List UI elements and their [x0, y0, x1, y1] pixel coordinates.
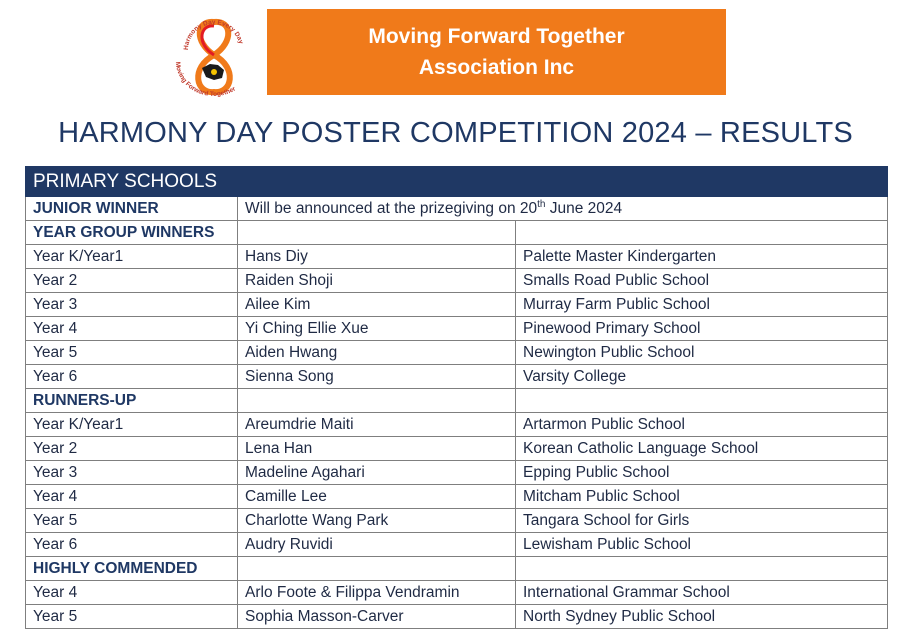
school-cell: Tangara School for Girls — [516, 509, 888, 533]
group-heading-empty-1 — [238, 557, 516, 581]
association-logo — [166, 10, 262, 102]
junior-note-text-after: June 2024 — [545, 199, 623, 217]
group-heading: RUNNERS-UP — [26, 389, 238, 413]
school-cell: Pinewood Primary School — [516, 317, 888, 341]
year-cell: Year 4 — [26, 317, 238, 341]
table-row — [26, 413, 888, 437]
group-heading: YEAR GROUP WINNERS — [26, 221, 238, 245]
section-header-row — [26, 167, 888, 197]
school-cell: Lewisham Public School — [516, 533, 888, 557]
group-heading-row — [26, 221, 888, 245]
group-heading-empty-1 — [238, 221, 516, 245]
table-row — [26, 317, 888, 341]
school-cell: North Sydney Public School — [516, 605, 888, 629]
year-cell: Year 4 — [26, 581, 238, 605]
group-heading-row — [26, 389, 888, 413]
year-cell: Year 3 — [26, 293, 238, 317]
student-name-cell: Ailee Kim — [238, 293, 516, 317]
student-name-cell: Arlo Foote & Filippa Vendramin — [238, 581, 516, 605]
logo-arc-text-top: Harmony Day Every Day — [182, 18, 245, 51]
section-title: PRIMARY SCHOOLS — [26, 167, 888, 197]
group-heading-row — [26, 557, 888, 581]
group-heading-empty-2 — [516, 221, 888, 245]
school-cell: Varsity College — [516, 365, 888, 389]
table-row — [26, 533, 888, 557]
banner-line-1: Moving Forward Together — [368, 25, 625, 48]
junior-note-text: Will be announced at the prizegiving on 20 — [245, 199, 538, 217]
junior-winner-label: JUNIOR WINNER — [26, 197, 238, 221]
school-cell: Newington Public School — [516, 341, 888, 365]
student-name-cell: Raiden Shoji — [238, 269, 516, 293]
year-cell: Year 4 — [26, 485, 238, 509]
school-cell: International Grammar School — [516, 581, 888, 605]
table-row — [26, 485, 888, 509]
year-cell: Year 6 — [26, 365, 238, 389]
svg-text:Harmony Day Every Day — [183, 19, 244, 50]
results-table — [25, 166, 888, 629]
student-name-cell: Hans Diy — [238, 245, 516, 269]
year-cell: Year 5 — [26, 605, 238, 629]
student-name-cell: Sophia Masson-Carver — [238, 605, 516, 629]
school-cell: Mitcham Public School — [516, 485, 888, 509]
group-heading-empty-1 — [238, 389, 516, 413]
group-heading: HIGHLY COMMENDED — [26, 557, 238, 581]
student-name-cell: Aiden Hwang — [238, 341, 516, 365]
table-row — [26, 437, 888, 461]
banner-line-2: Association Inc — [418, 56, 575, 79]
student-name-cell: Madeline Agahari — [238, 461, 516, 485]
student-name-cell: Areumdrie Maiti — [238, 413, 516, 437]
student-name-cell: Audry Ruvidi — [238, 533, 516, 557]
table-row — [26, 341, 888, 365]
table-row — [26, 581, 888, 605]
year-cell: Year K/Year1 — [26, 245, 238, 269]
school-cell: Palette Master Kindergarten — [516, 245, 888, 269]
school-cell: Korean Catholic Language School — [516, 437, 888, 461]
junior-note-sup: th — [537, 198, 546, 210]
year-cell: Year 3 — [26, 461, 238, 485]
table-row — [26, 365, 888, 389]
school-cell: Artarmon Public School — [516, 413, 888, 437]
table-row — [26, 605, 888, 629]
junior-winner-row — [26, 197, 888, 221]
school-cell: Epping Public School — [516, 461, 888, 485]
student-name-cell: Sienna Song — [238, 365, 516, 389]
junior-winner-note — [238, 197, 888, 221]
year-cell: Year 2 — [26, 269, 238, 293]
table-row — [26, 461, 888, 485]
student-name-cell: Camille Lee — [238, 485, 516, 509]
group-heading-empty-2 — [516, 389, 888, 413]
year-cell: Year 2 — [26, 437, 238, 461]
table-row — [26, 245, 888, 269]
year-cell: Year 6 — [26, 533, 238, 557]
year-cell: Year 5 — [26, 341, 238, 365]
school-cell: Smalls Road Public School — [516, 269, 888, 293]
year-cell: Year K/Year1 — [26, 413, 238, 437]
table-row — [26, 293, 888, 317]
student-name-cell: Yi Ching Ellie Xue — [238, 317, 516, 341]
student-name-cell: Charlotte Wang Park — [238, 509, 516, 533]
logo-arc-text-bottom: Moving Forward Together — [173, 61, 237, 99]
table-row — [26, 269, 888, 293]
association-banner — [267, 9, 726, 95]
table-row — [26, 509, 888, 533]
group-heading-empty-2 — [516, 557, 888, 581]
school-cell: Murray Farm Public School — [516, 293, 888, 317]
page-title: HARMONY DAY POSTER COMPETITION 2024 – RESULTS — [58, 117, 853, 149]
student-name-cell: Lena Han — [238, 437, 516, 461]
year-cell: Year 5 — [26, 509, 238, 533]
